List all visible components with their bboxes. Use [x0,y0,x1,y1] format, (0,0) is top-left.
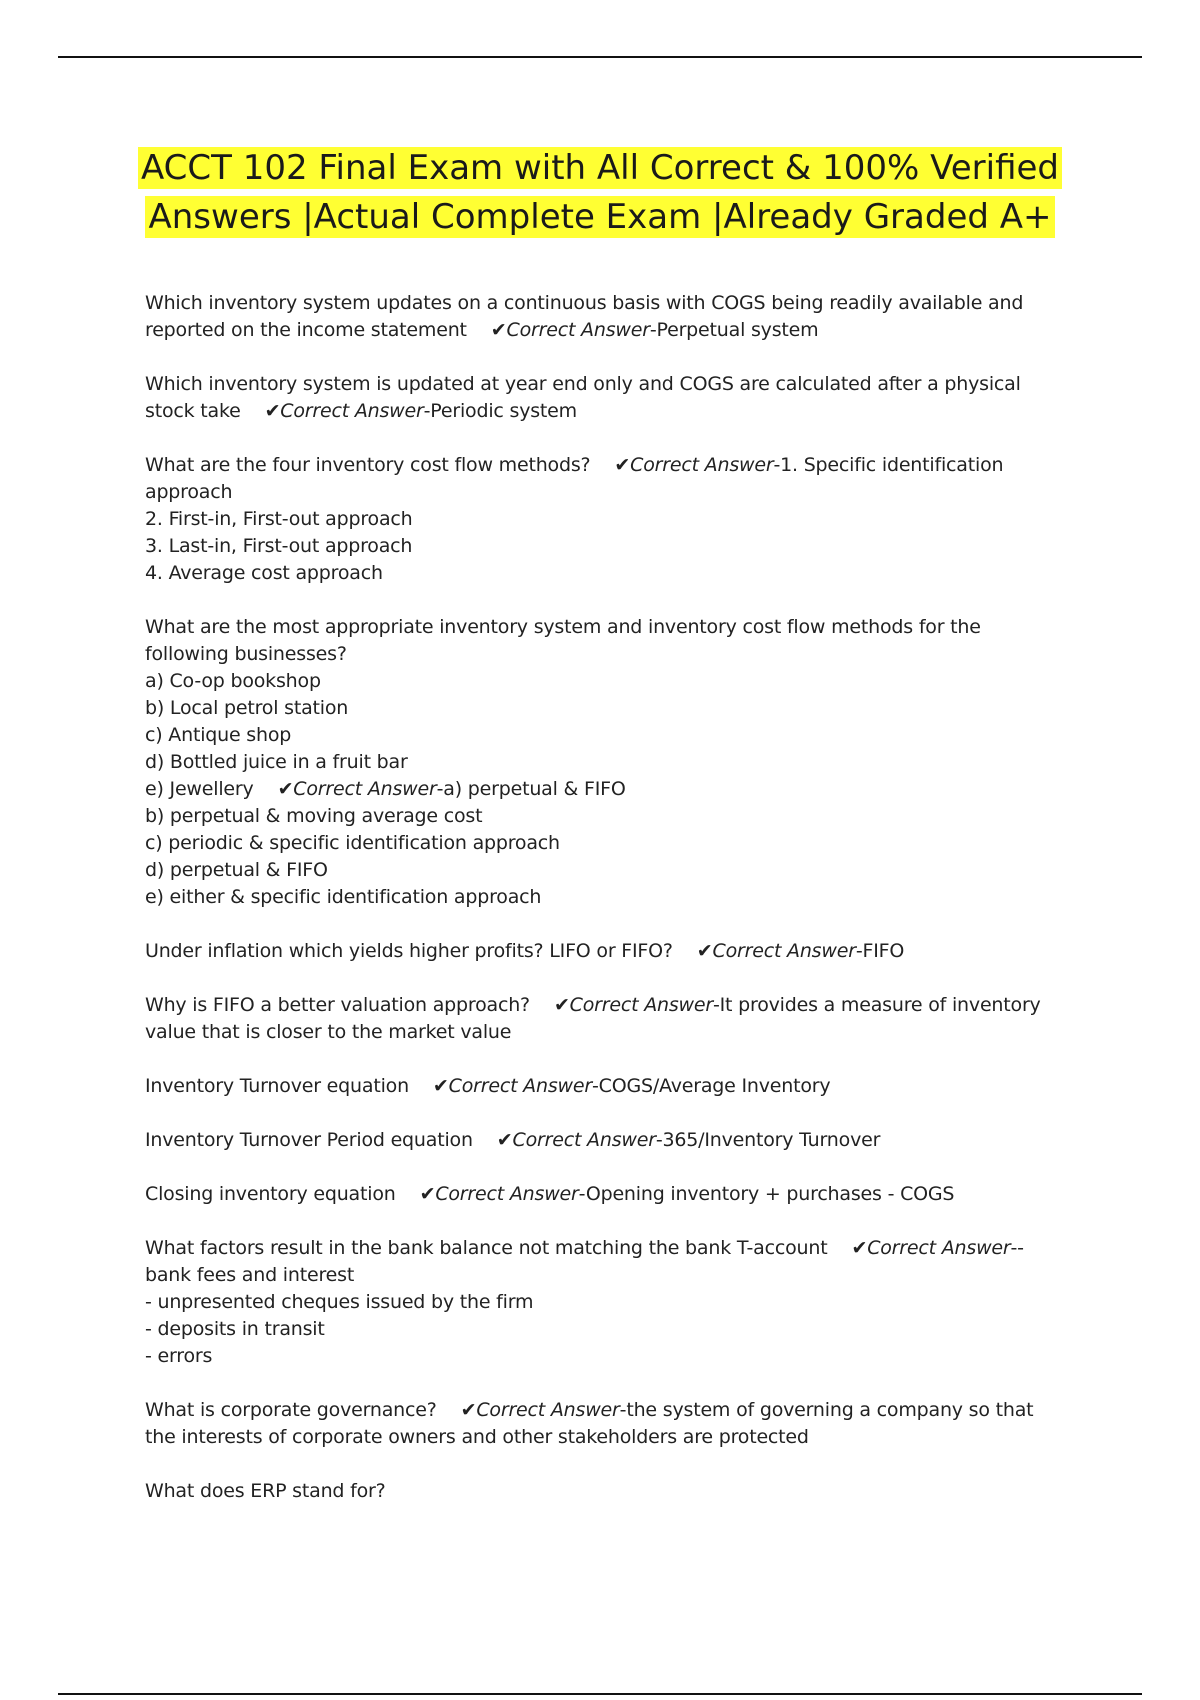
qa-item-11 [145,1397,1055,1451]
correct-answer-label: ✔Correct Answer [264,400,424,422]
qa-item-3 [145,452,1055,587]
answer-text: -365/Inventory Turnover [655,1129,881,1151]
correct-answer-label: ✔Correct Answer [496,1129,656,1151]
question-text: Which inventory system updates on a continuous basis with COGS being readily available and reported on the income statement [145,292,1024,341]
answer-text: -It provides a measure of inventory value that is closer to the market value [145,994,1041,1043]
question-option: e) Jewellery [145,778,254,800]
answer-line: - deposits in transit [145,1318,325,1340]
answer-line: - errors [145,1345,213,1367]
answer-line: d) perpetual & FIFO [145,859,328,881]
question-text: Under inflation which yields higher profits? LIFO or FIFO? [145,940,673,962]
document-title [60,144,1140,242]
qa-item-10 [145,1235,1055,1370]
question-option: d) Bottled juice in a fruit bar [145,751,408,773]
answer-text: -Periodic system [423,400,577,422]
title-line-2: Answers |Actual Complete Exam |Already Graded A+ [60,193,1140,242]
answer-text: -the system of governing a company so that the interests of corporate owners and other stakeholders are protected [145,1399,1034,1448]
correct-answer-label: ✔Correct Answer [614,454,774,476]
question-text: What does ERP stand for? [145,1480,386,1502]
answer-line: e) either & specific identification approach [145,886,542,908]
correct-answer-label: ✔Correct Answer [460,1399,620,1421]
correct-answer-label: ✔Correct Answer [277,778,437,800]
qa-item-5 [145,938,1055,965]
title-line-1: ACCT 102 Final Exam with All Correct & 100% Verified [60,144,1140,193]
qa-item-7 [145,1073,1055,1100]
question-text: What factors result in the bank balance not matching the bank T-account [145,1237,828,1259]
question-text: Which inventory system is updated at year end only and COGS are calculated after a physical stock take [145,373,1021,422]
answer-line: 3. Last-in, First-out approach [145,535,413,557]
question-text: Inventory Turnover equation [145,1075,409,1097]
top-rule [58,56,1142,58]
question-option: b) Local petrol station [145,697,349,719]
qa-item-6 [145,992,1055,1046]
question-text: What is corporate governance? [145,1399,437,1421]
answer-line: c) periodic & specific identification approach [145,832,560,854]
question-text: What are the four inventory cost flow methods? [145,454,591,476]
question-text: Inventory Turnover Period equation [145,1129,473,1151]
qa-item-12 [145,1478,1055,1505]
correct-answer-label: ✔Correct Answer [419,1183,579,1205]
question-text: Why is FIFO a better valuation approach? [145,994,530,1016]
answer-text: -Opening inventory + purchases - COGS [578,1183,955,1205]
qa-item-2 [145,371,1055,425]
qa-item-1 [145,290,1055,344]
question-option: a) Co-op bookshop [145,670,321,692]
correct-answer-label: ✔Correct Answer [553,994,713,1016]
answer-text: -COGS/Average Inventory [591,1075,831,1097]
qa-list [145,290,1055,1505]
answer-text: -Perpetual system [649,319,819,341]
answer-line: 4. Average cost approach [145,562,383,584]
correct-answer-label: ✔Correct Answer [432,1075,592,1097]
qa-item-8 [145,1127,1055,1154]
answer-text: -1. Specific identification approach [145,454,1004,503]
correct-answer-label: ✔Correct Answer [490,319,650,341]
answer-line: b) perpetual & moving average cost [145,805,483,827]
question-option: c) Antique shop [145,724,292,746]
qa-item-4 [145,614,1055,911]
question-text: Closing inventory equation [145,1183,396,1205]
answer-text: -FIFO [855,940,905,962]
correct-answer-label: ✔Correct Answer [851,1237,1011,1259]
qa-item-9 [145,1181,1055,1208]
bottom-rule [58,1693,1142,1695]
answer-line: 2. First-in, First-out approach [145,508,413,530]
correct-answer-label: ✔Correct Answer [696,940,856,962]
answer-text: -a) perpetual & FIFO [436,778,626,800]
answer-line: - unpresented cheques issued by the firm [145,1291,534,1313]
answer-text: -- bank fees and interest [145,1237,1024,1286]
question-text: What are the most appropriate inventory system and inventory cost flow methods for the following businesses? [145,616,981,665]
